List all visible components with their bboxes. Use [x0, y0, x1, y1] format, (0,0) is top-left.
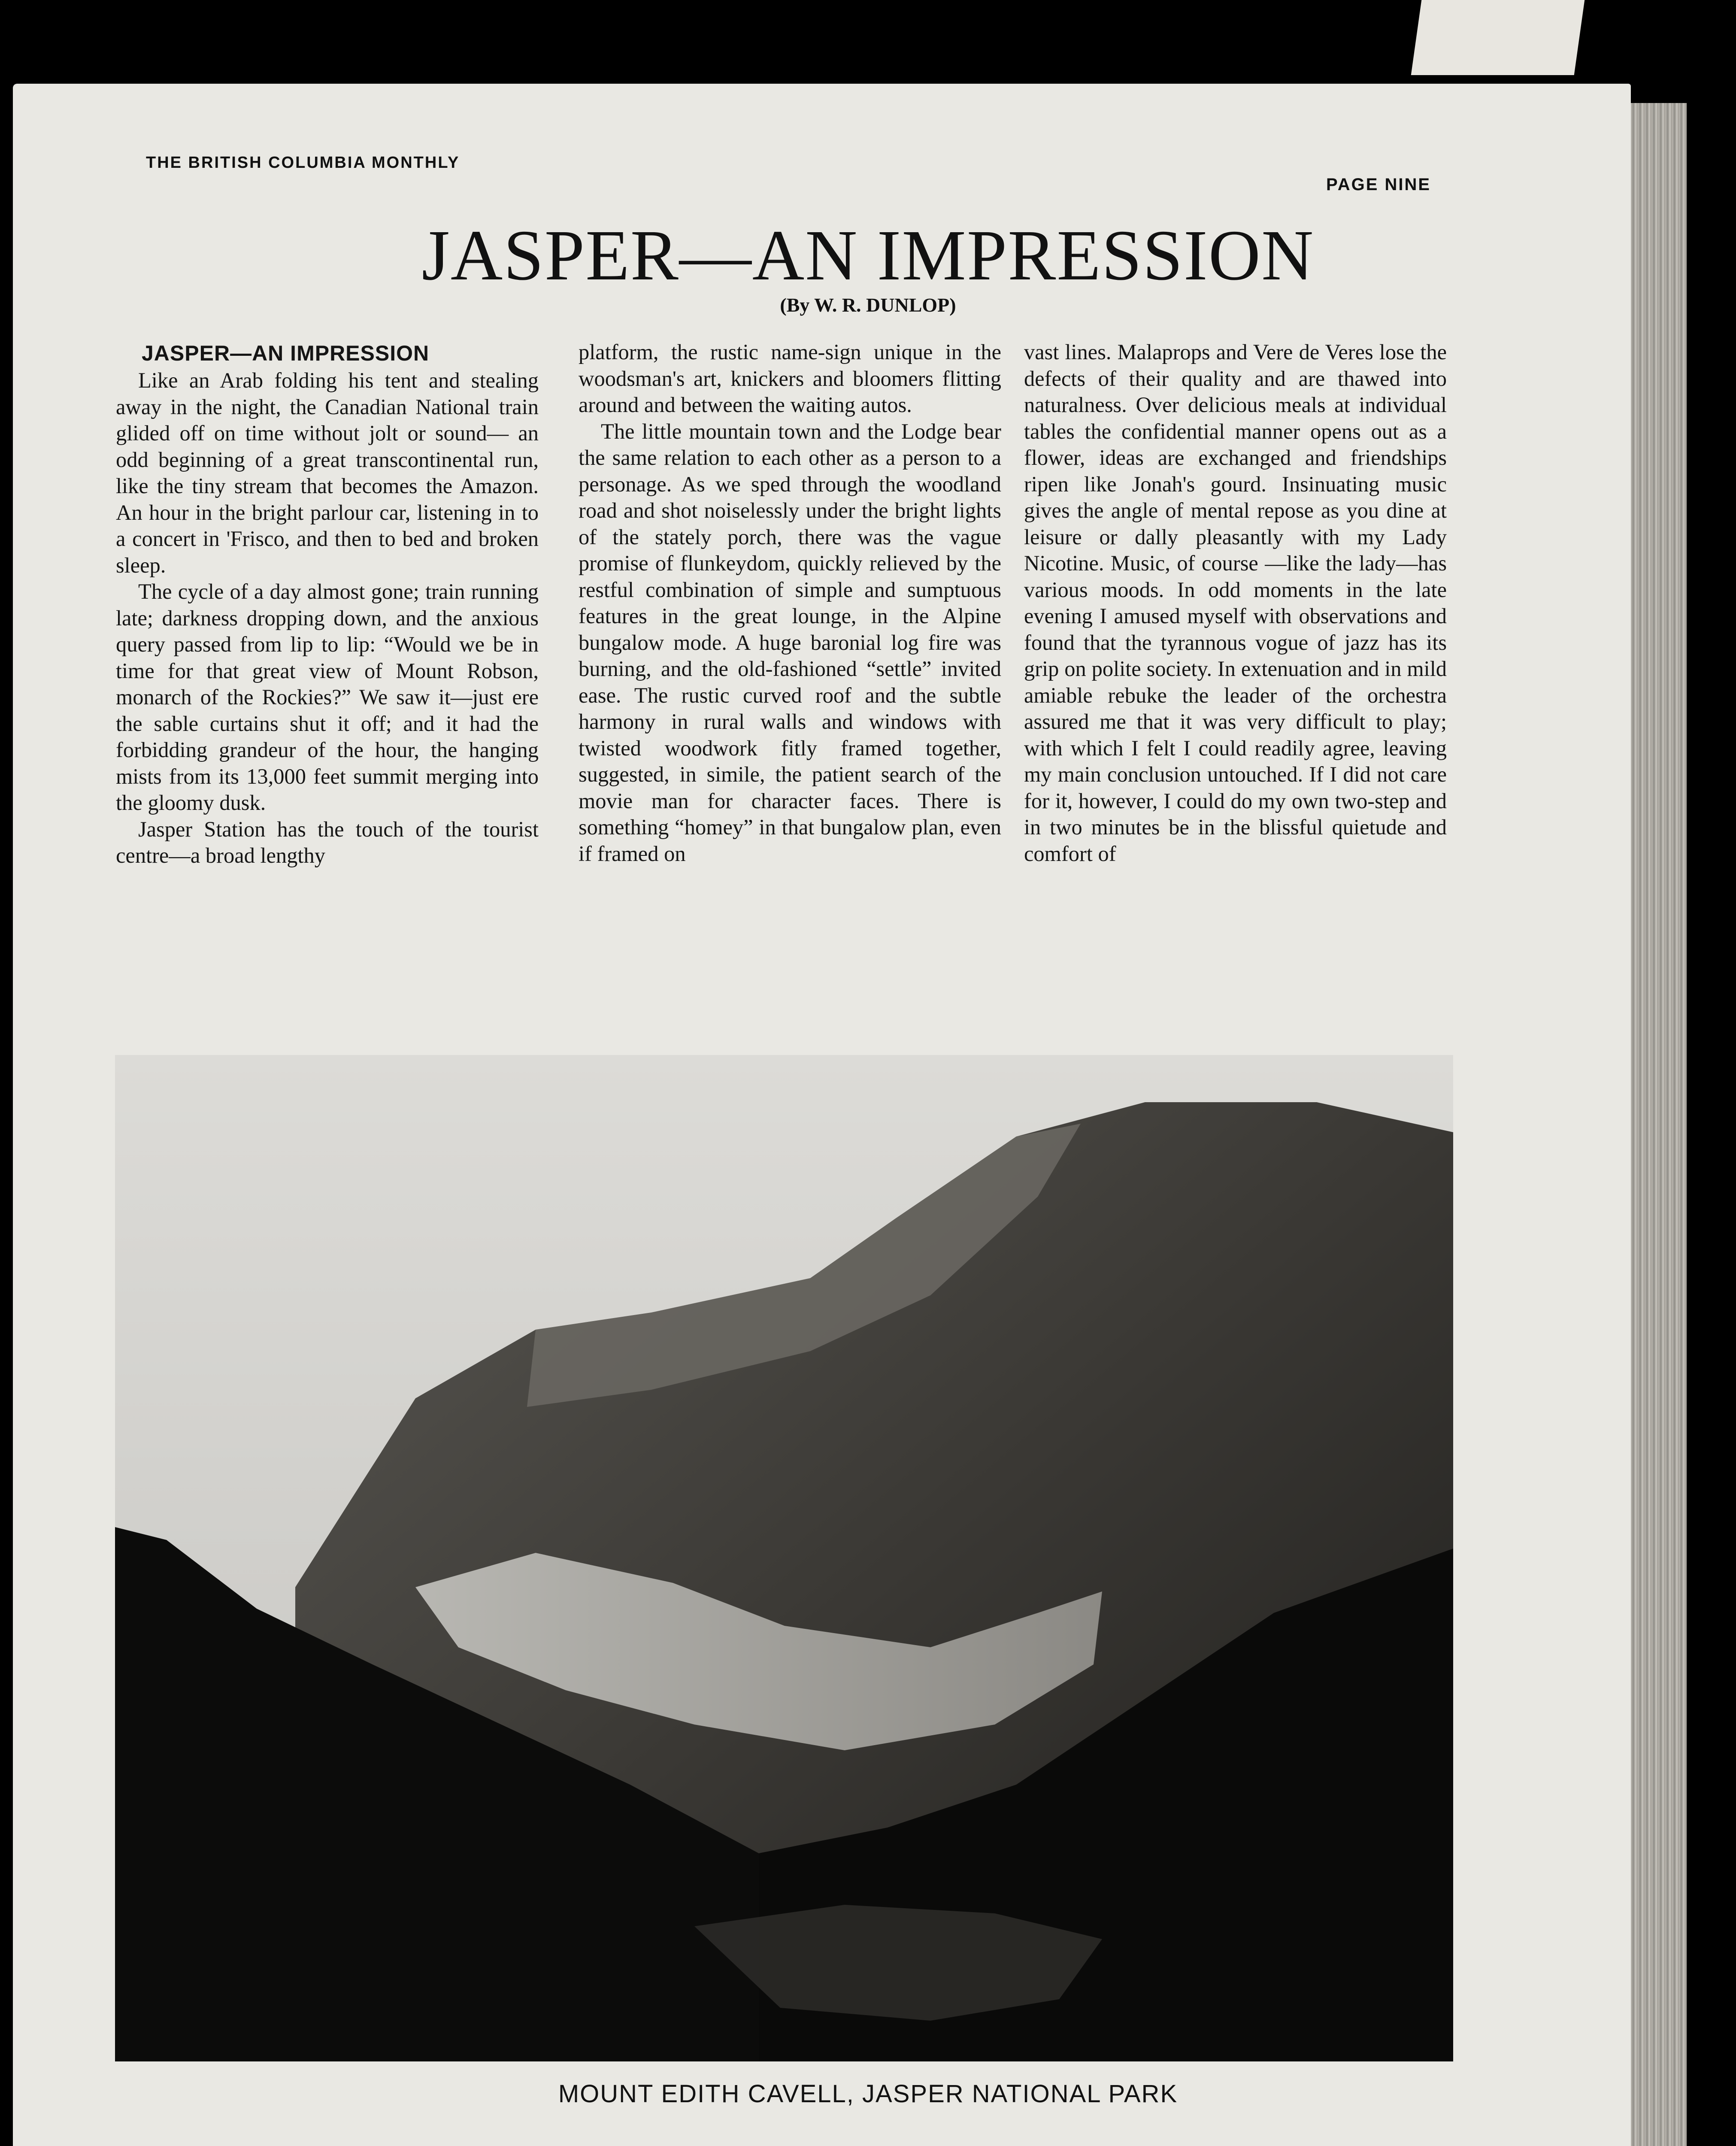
article-column-3 — [1024, 339, 1447, 867]
article-byline: (By W. R. DUNLOP) — [780, 294, 956, 316]
article-column-2 — [579, 339, 1001, 867]
article-column-1 — [116, 339, 539, 869]
mountain-photograph — [115, 1055, 1453, 2061]
article-subhead: JASPER—AN IMPRESSION — [142, 341, 430, 365]
running-header-publication: THE BRITISH COLUMBIA MONTHLY — [146, 154, 460, 172]
paragraph: The little mountain town and the Lodge bear the same relation to each other as a person to a personage. As we sped through the woodland road and shot noiselessly under the bright lights of the stately porch, there was the vague promise of flunkeydom, quickly relieved by the restful combination of simple and sumptuous features in the great lounge, in the Alpine bungalow mode. A huge baronial log fire was burning, and the old-fashioned “settle” invited ease. The rustic curved roof and the subtle harmony in rural walls and windows with twisted woodwork fitly framed together, suggested, in simile, the patient search of the movie man for character faces. There is something “homey” in that bungalow plan, even if framed on — [579, 419, 1001, 866]
book-page-edges — [1631, 103, 1687, 2146]
paragraph-continued: platform, the rustic name-sign unique in the woodsman's art, knickers and bloomers flitting around and between the waiting autos. — [579, 340, 1001, 417]
photo-caption: MOUNT EDITH CAVELL, JASPER NATIONAL PARK — [558, 2080, 1178, 2108]
paragraph: The cycle of a day almost gone; train running late; darkness dropping down, and the anxious query passed from lip to lip: “Would we be in time for that great view of Mount Robson, monarch of the Rockies?” We saw it—just ere the sable curtains shut it off; and it had the forbidding grandeur of the hour, the hanging mists from its 13,000 feet summit merging into the gloomy dusk. — [116, 579, 539, 815]
page-corner-scrap — [1411, 0, 1585, 75]
mountain-photo-illustration — [115, 1055, 1453, 2061]
article-title: JASPER—AN IMPRESSION — [421, 215, 1315, 295]
running-header-page-number: PAGE NINE — [1326, 175, 1431, 194]
paragraph: Like an Arab folding his tent and stealing away in the night, the Canadian National train glided off on time without jolt or sound— an odd beginning of a great transcontinental run, like the tiny stream that becomes the Amazon. An hour in the bright parlour car, listening in to a concert in 'Frisco, and then to bed and broken sleep. — [116, 368, 539, 577]
paragraph: Jasper Station has the touch of the tourist centre—a broad lengthy — [116, 817, 539, 867]
paragraph-continued: vast lines. Malaprops and Vere de Veres lose the defects of their quality and are thawed into naturalness. Over delicious meals at individual tables the confidential manner opens out as a flower, ideas are exchanged and friendships ripen like Jonah's gourd. Insinuating music gives the angle of mental repose as you dine at leisure or dally pleasantly with my Lady Nicotine. Music, of course —like the lady—has various moods. In odd moments in the late evening I amused myself with observations and found that the tyrannous vogue of jazz has its grip on polite society. In extenuation and in mild amiable rebuke the leader of the orchestra assured me that it was very difficult to play; with which I felt I could readily agree, leaving my main conclusion untouched. If I did not care for it, however, I could do my own two-step and in two minutes be in the blissful quietude and comfort of — [1024, 340, 1447, 866]
